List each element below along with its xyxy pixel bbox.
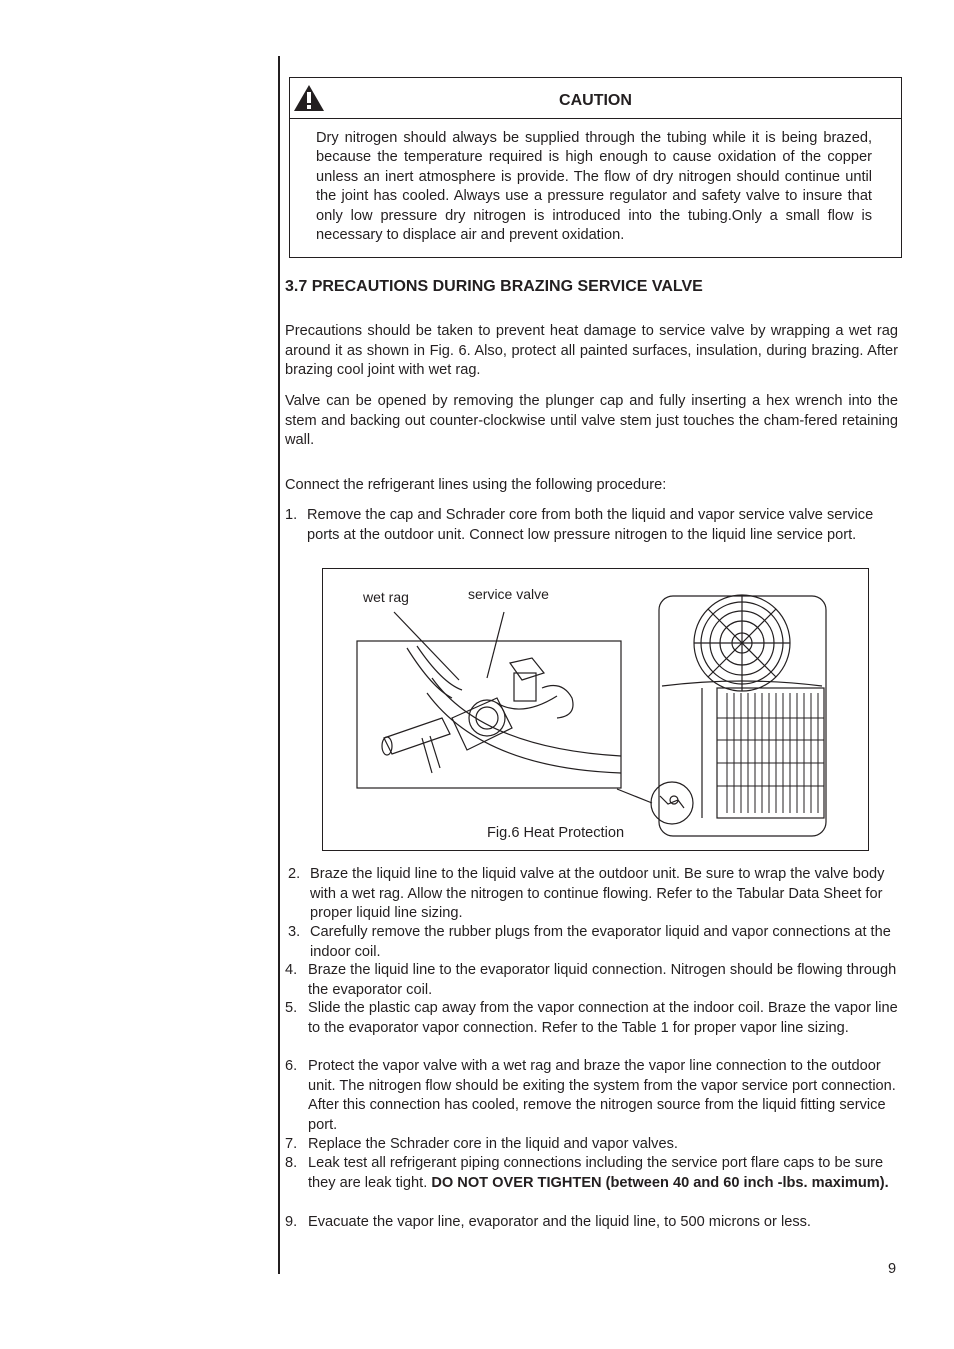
step-number: 1.: [285, 507, 298, 523]
step-number: 6.: [285, 1058, 298, 1074]
section-title: 3.7 PRECAUTIONS DURING BRAZING SERVICE VALVE: [285, 278, 703, 295]
paragraph-procedure-intro: Connect the refrigerant lines using the following procedure:: [285, 477, 667, 493]
step-number: 7.: [285, 1136, 298, 1152]
label-wet-rag: wet rag: [363, 589, 409, 605]
step-text: Braze the liquid line to the evaporator liquid connection. Nitrogen should be flowing through the evaporator coil.: [308, 962, 897, 998]
step-warning: DO NOT OVER TIGHTEN (between 40 and 60 inch -lbs. maximum).: [431, 1174, 889, 1191]
label-service-valve: service valve: [468, 586, 549, 602]
list-item: [285, 961, 900, 1000]
step-text: Carefully remove the rubber plugs from the evaporator liquid and vapor connections at the indoor coil.: [310, 924, 891, 960]
margin-rule: [278, 56, 280, 1274]
list-item: [285, 1135, 900, 1155]
step-text: Remove the cap and Schrader core from both the liquid and vapor service valve service ports at the outdoor unit. Connect low pressure nitrogen to the liquid line service port.: [307, 507, 874, 543]
list-item: [285, 999, 905, 1038]
caution-title: CAUTION: [559, 92, 632, 109]
list-item: [285, 506, 897, 545]
figure-caption: Fig.6 Heat Protection: [487, 825, 625, 841]
caution-body: Dry nitrogen should always be supplied through the tubing while it is being brazed, because the temperature required is high enough to cause oxidation of the copper unless an inert atmosphere is provide. The flow of dry nitrogen should continue until the joint has cooled. Always use a pressure regulator and safety valve to insure that only low pressure dry nitrogen is introduced into the tubing.Only a small flow is necessary to displace air and prevent oxidation.: [316, 130, 872, 244]
step-number: 2.: [288, 866, 301, 882]
paragraph-precautions: Precautions should be taken to prevent heat damage to service valve by wrapping a wet rag around it as shown in Fig. 6. Also, protect all painted surfaces, insulation, during brazing. After brazing cool joint with wet rag.: [285, 323, 898, 379]
step-text: Braze the liquid line to the liquid valve at the outdoor unit. Be sure to wrap the valve body with a wet rag. Allow the nitrogen to continue flowing. Refer to the Tabular Data Sheet for proper liquid line sizing.: [310, 866, 885, 922]
step-number: 3.: [288, 924, 301, 940]
figure-heat-protection: [322, 568, 869, 851]
list-item: [285, 1057, 900, 1135]
paragraph-valve: Valve can be opened by removing the plunger cap and fully inserting a hex wrench into the stem and backing out counter-clockwise until valve stem just touches the cham-fered retaining wall.: [285, 393, 898, 449]
step-number: 8.: [285, 1155, 298, 1171]
caution-box: [289, 77, 902, 258]
step-text: Evacuate the vapor line, evaporator and the liquid line, to 500 microns or less.: [308, 1214, 811, 1230]
step-text: Leak test all refrigerant piping connections including the service port flare caps to be sure they are leak tight.: [308, 1155, 884, 1191]
step-text: Protect the vapor valve with a wet rag and braze the vapor line connection to the outdoor unit. The nitrogen flow should be exiting the system from the vapor service port connection. After this connection has cooled, remove the nitrogen source from the liquid fitting service port.: [308, 1058, 896, 1133]
list-item: [288, 923, 908, 962]
list-item: [285, 1154, 907, 1193]
step-number: 9.: [285, 1214, 298, 1230]
step-text: Replace the Schrader core in the liquid and vapor valves.: [308, 1136, 678, 1152]
step-number: 4.: [285, 962, 298, 978]
step-text: Slide the plastic cap away from the vapor connection at the indoor coil. Braze the vapor line to the evaporator vapor connection. Refer to the Table 1 for proper vapor line sizing.: [308, 1000, 898, 1036]
list-item: [288, 865, 910, 924]
service-valve-illustration: [322, 568, 869, 851]
step-number: 5.: [285, 1000, 298, 1016]
caution-header: [290, 78, 901, 119]
page-number: 9: [888, 1261, 897, 1277]
list-item: [285, 1213, 900, 1233]
